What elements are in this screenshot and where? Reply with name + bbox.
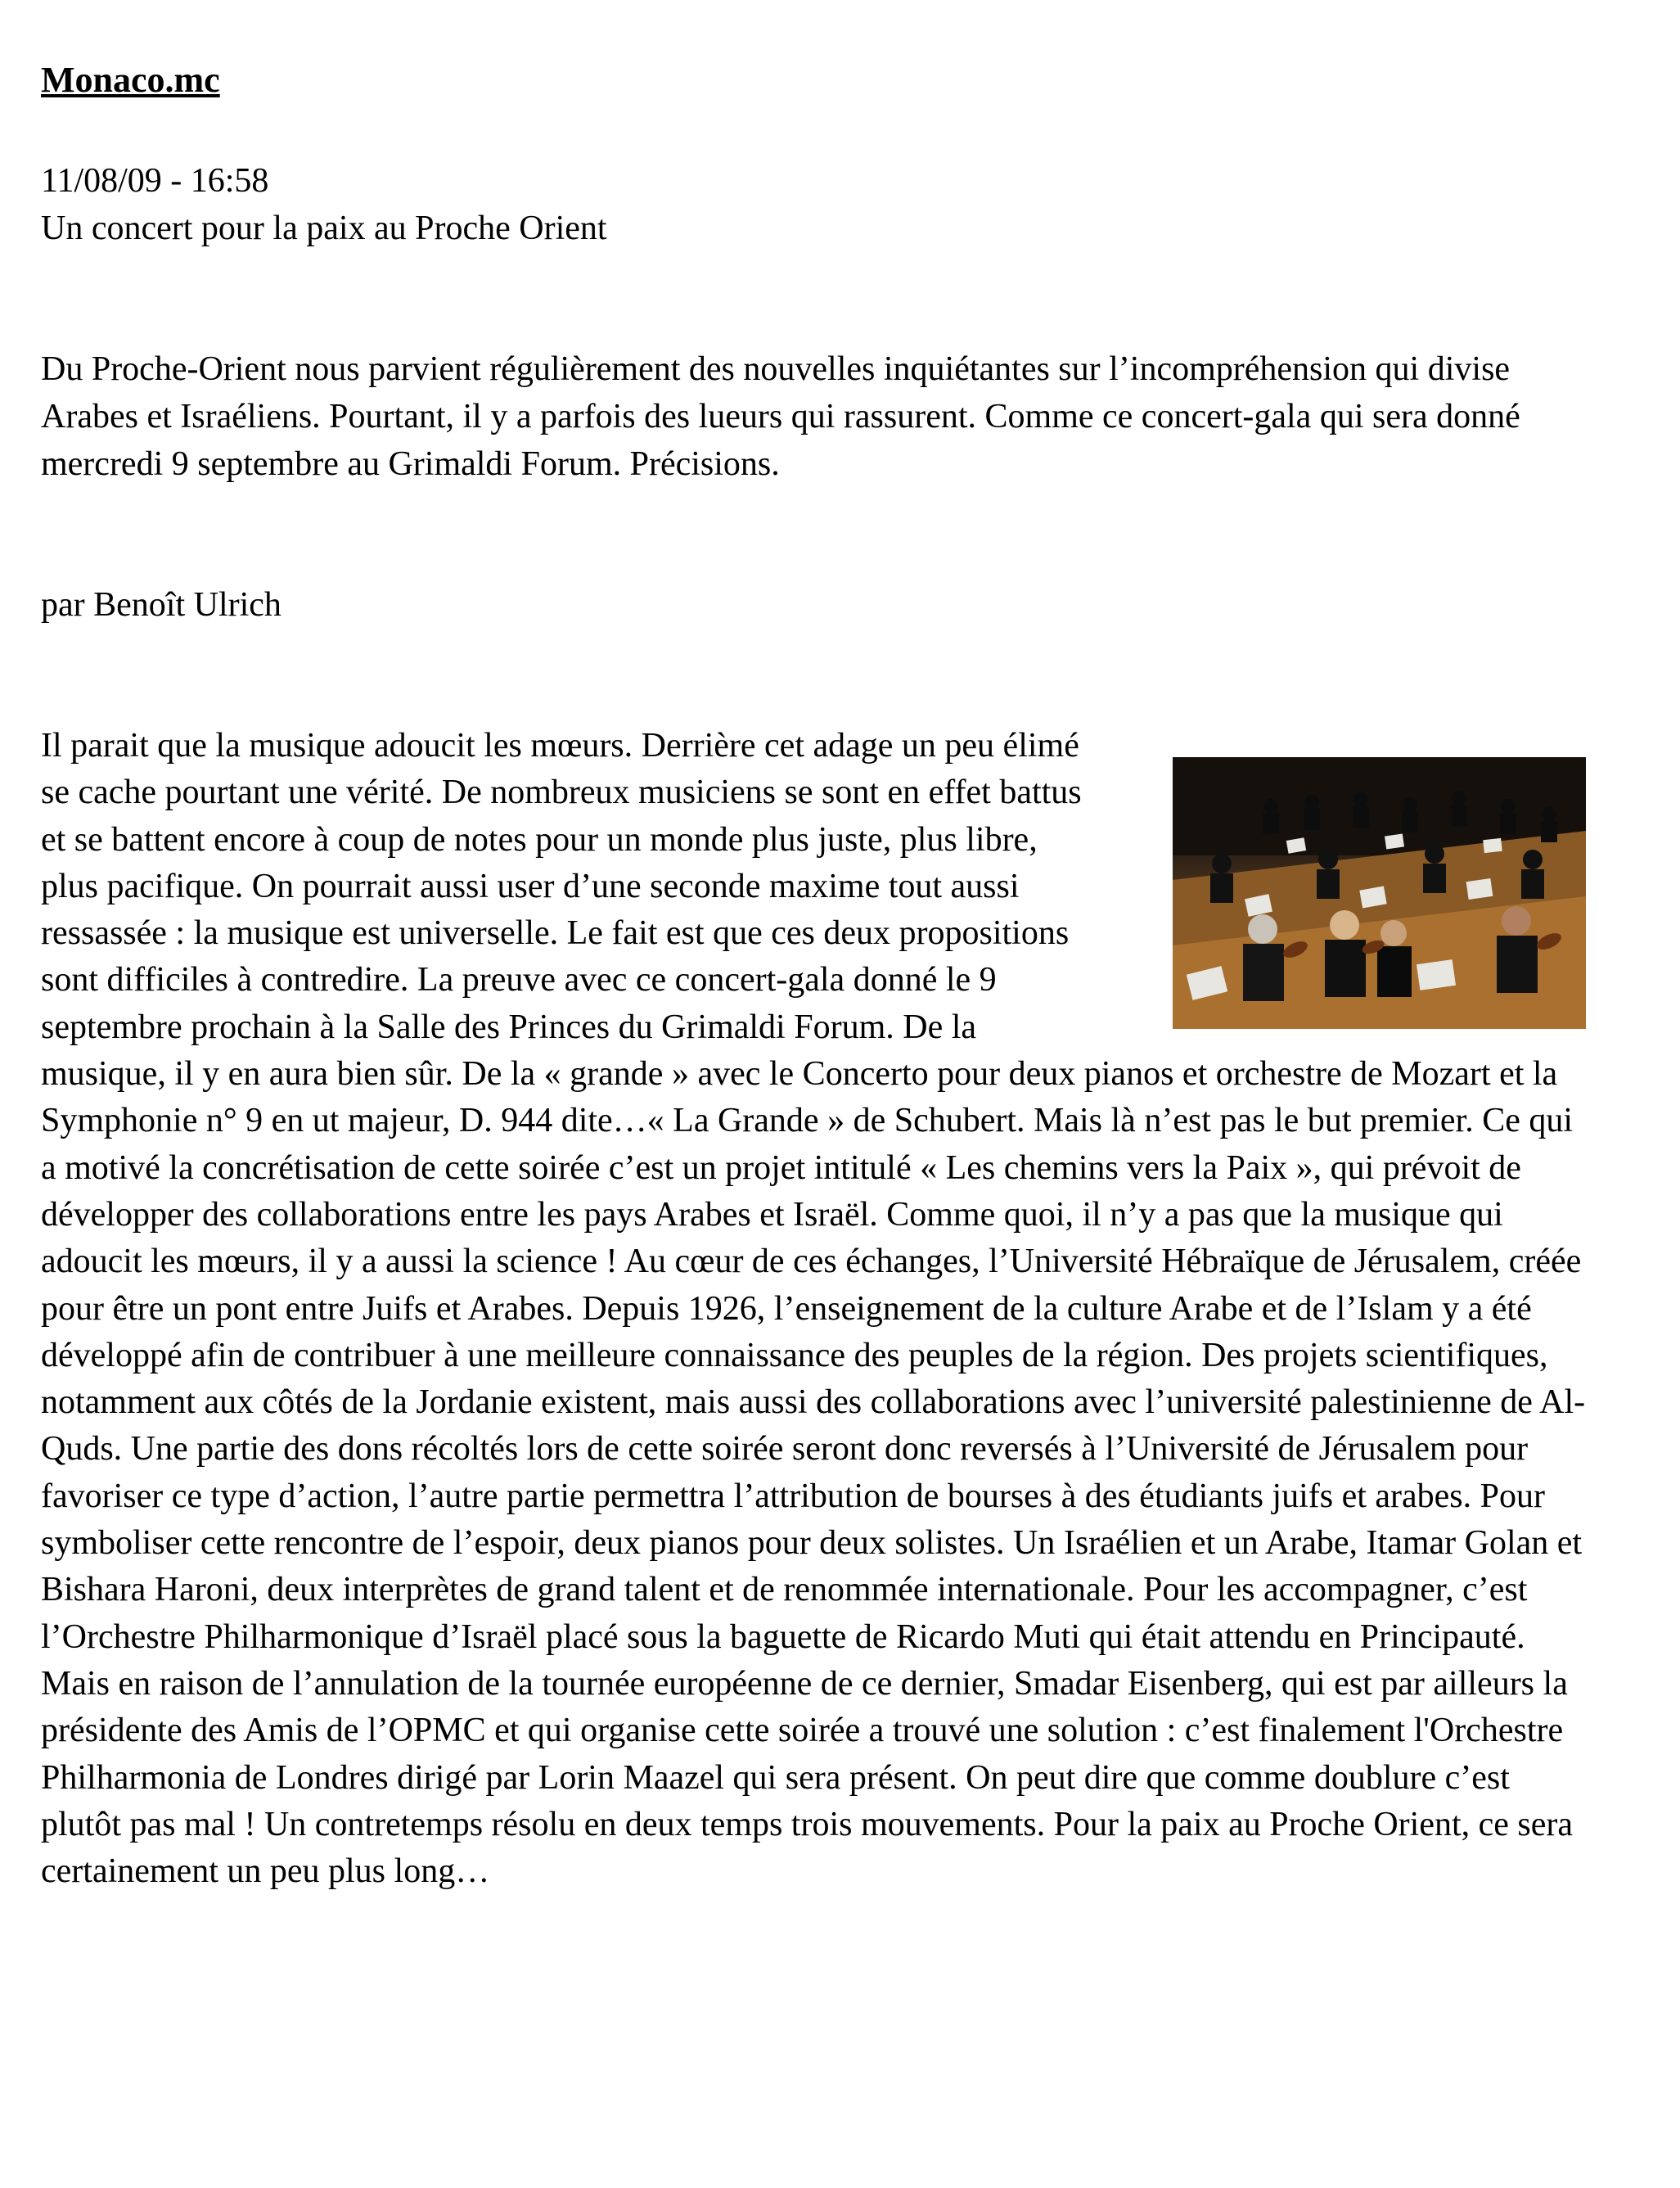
orchestra-photo — [1173, 757, 1586, 1029]
article-headline: Un concert pour la paix au Proche Orient — [41, 210, 607, 247]
orchestra-photo-illustration — [1173, 757, 1586, 1029]
article-lead: Du Proche-Orient nous parvient régulièrement des nouvelles inquiétantes sur l’incompréhension qui divise Arabes et Israéliens. Pourtant, il y a parfois des lueurs qui rassurent. Comme ce concert-gala qui sera donné mercredi 9 septembre au Grimaldi Forum. Précisions. — [41, 350, 1520, 483]
article-dateline: 11/08/09 - 16:58 — [41, 162, 269, 200]
article-body-container — [41, 723, 1596, 1895]
article-author: par Benoît Ulrich — [41, 586, 282, 624]
article-body: Il parait que la musique adoucit les mœurs. Derrière cet adage un peu élimé se cache pourtant une vérité. De nombreux musiciens se sont en effet battus et se battent encore à coup de notes pour un monde plus juste, plus libre, plus pacifique. On pourrait aussi user d’une seconde maxime tout aussi ressassée : la musique est universelle. Le fait est que ces deux propositions sont difficiles à contredire. La preuve avec ce concert-gala donné le 9 septembre prochain à la Salle des Princes du Grimaldi Forum. De la musique, il y en aura bien sûr. De la « grande » avec le Concerto pour deux pianos et orchestre de Mozart et la Symphonie n° 9 en ut majeur, D. 944 dite…« La Grande » de Schubert. Mais là n’est pas le but premier. Ce qui a motivé la concrétisation de cette soirée c’est un projet intitulé « Les chemins vers la Paix », qui prévoit de développer des collaborations entre les pays Arabes et Israël. Comme quoi, il n’y a pas que la musique qui adoucit les mœurs, il y a aussi la science ! Au cœur de ces échanges, l’Université Hébraïque de Jérusalem, créée pour être un pont entre Juifs et Arabes. Depuis 1926, l’enseignement de la culture Arabe et de l’Islam y a été développé afin de contribuer à une meilleure connaissance des peuples de la région. Des projets scientifiques, notamment aux côtés de la Jordanie existent, mais aussi des collaborations avec l’université palestinienne de Al-Quds. Une partie des dons récoltés lors de cette soirée seront donc reversés à l’Université de Jérusalem pour favoriser ce type d’action, l’autre partie permettra l’attribution de bourses à des étudiants juifs et arabes. Pour symboliser cette rencontre de l’espoir, deux pianos pour deux solistes. Un Israélien et un Arabe, Itamar Golan et Bishara Haroni, deux interprètes de grand talent et de renommée internationale. Pour les accompagner, c’est l’Orchestre Philharmonique d’Israël placé sous la baguette de Ricardo Muti qui était attendu en Principauté. Mais en raison de l’annulation de la tournée européenne de ce dernier, Smadar Eisenberg, qui est par ailleurs la présidente des Amis de l’OPMC et qui organise cette soirée a trouvé une solution : c’est finalement l'Orchestre Philharmonia de Londres dirigé par Lorin Maazel qui sera présent. On peut dire que comme doublure c’est plutôt pas mal ! Un contretemps résolu en deux temps trois mouvements. Pour la paix au Proche Orient, ce sera certainement un peu plus long… — [41, 727, 1586, 1891]
site-title[interactable]: Monaco.mc — [41, 60, 220, 100]
